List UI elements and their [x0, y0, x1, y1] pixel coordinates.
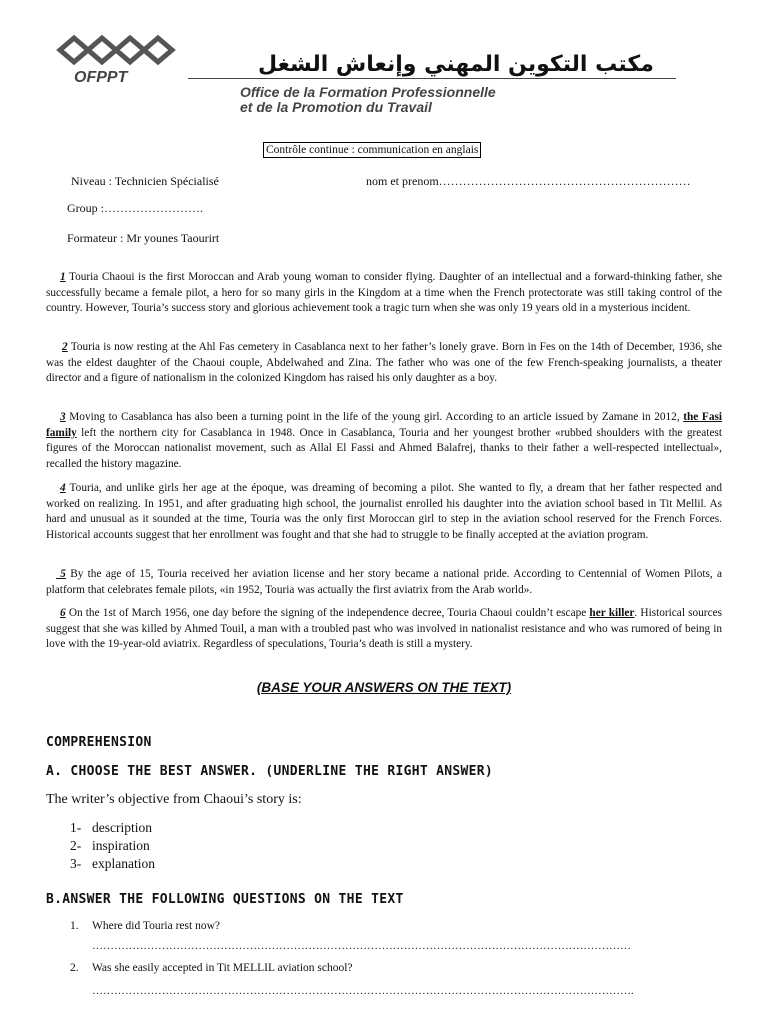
- option-number: 1-: [70, 820, 82, 835]
- teacher-field: Formateur : Mr younes Taourirt: [67, 231, 220, 245]
- paragraph-number: 4: [60, 482, 66, 494]
- question-text: Was she easily accepted in Tit MELLIL aviation school?: [92, 962, 353, 974]
- paragraph-text: Touria is now resting at the Ahl Fas cemetery in Casablanca next to her father’s lonely grave. Born in Fes on the 14th of December, 1936, she was the eldest daughter of the Chaoui couple, Abdelwahed and Zina. The father who was one of the few French-speaking journalists, a theater director and a figure of nationalism in the colonized Kingdom has raised his only daughter as a boy.: [46, 341, 722, 385]
- option-text: inspiration: [92, 838, 150, 853]
- org-name-line1: Office de la Formation Professionnelle: [240, 84, 496, 100]
- option-text: explanation: [92, 856, 155, 871]
- base-instruction: (BASE YOUR ANSWERS ON THE TEXT): [256, 680, 512, 695]
- question-number: 1.: [70, 920, 79, 932]
- paragraph-4: [46, 481, 722, 543]
- paragraph-number: 2: [62, 341, 68, 353]
- question-text: Where did Touria rest now?: [92, 920, 220, 932]
- group-field: Group :…………………….: [67, 201, 203, 215]
- option-2[interactable]: [70, 838, 150, 854]
- ofppt-logo: [52, 28, 182, 86]
- name-field: nom et prenom………………………………………………………: [366, 174, 691, 188]
- exam-title: Contrôle continue : communication en anglais: [263, 142, 481, 158]
- paragraph-2: [46, 340, 722, 387]
- paragraph-number: 5: [56, 568, 66, 580]
- section-a-heading: A. CHOOSE THE BEST ANSWER. (UNDERLINE THE RIGHT ANSWER): [46, 764, 493, 779]
- option-3[interactable]: [70, 856, 155, 872]
- paragraph-6: [46, 606, 722, 653]
- emphasized-phrase: the Fasi family: [46, 411, 722, 439]
- paragraph-text-cont: . Historical sources suggest that she was killed by Ahmed Touil, a man with a troubled past who was involved in nationalist resistance and who was rumored of being in love with the 19-year-old aviatrix. Regardless of speculations, Touria’s death is still a mystery.: [46, 607, 722, 651]
- option-text: description: [92, 820, 152, 835]
- paragraph-1: [46, 270, 722, 317]
- paragraph-text: By the age of 15, Touria received her aviation license and her story became a national pride. According to Centennial of Women Pilots, a platform that celebrates female pilots, «in 1952, Touria was actually the first aviatrix from the Arab world».: [46, 568, 722, 596]
- logo-text: OFPPT: [74, 69, 128, 86]
- paragraph-number: 1: [60, 271, 66, 283]
- question-number: 2.: [70, 962, 79, 974]
- question-b2: [70, 962, 353, 974]
- paragraph-3: [46, 410, 722, 472]
- paragraph-text: Moving to Casablanca has also been a turning point in the life of the young girl. According to an article issued by Zamane in 2012,: [65, 411, 684, 423]
- paragraph-number: 3: [60, 411, 66, 423]
- option-1[interactable]: [70, 820, 152, 836]
- paragraph-number: 6: [60, 607, 66, 619]
- emphasized-phrase: her killer: [589, 607, 635, 619]
- answer-line-2[interactable]: ………………………………………………………………………………………………………………………………….: [92, 985, 634, 997]
- paragraph-5: [46, 567, 722, 598]
- arabic-org-title: مكتب التكوين المهني وإنعاش الشغل: [258, 52, 654, 77]
- paragraph-text-cont: left the northern city for Casablanca in 1948. Once in Casablanca, Touria and her youngest brother «rubbed shoulders with the greatest figures of the Moroccan nationalist movement, such as Allal El Fassi and Ahmed Balafrej, thanks to their father a well-respected intellectual», recalled the history magazine.: [46, 426, 722, 470]
- paragraph-text: Touria Chaoui is the first Moroccan and Arab young woman to consider flying. Daughter of an intellectual and a forward-thinking father, she successfully became a female pilot, a hero for so many girls in the Kingdom at a time when the French protectorate was still taking control of the country. However, Touria’s success story and glorious achievement took a tragic turn when she was only 19 years old in a mysterious incident.: [46, 271, 722, 315]
- question-b1: [70, 920, 220, 932]
- question-a: The writer’s objective from Chaoui’s story is:: [46, 792, 302, 807]
- header-rule: [188, 78, 676, 79]
- org-name-line2: et de la Promotion du Travail: [240, 99, 432, 115]
- paragraph-text: On the 1st of March 1956, one day before the signing of the independence decree, Touria Chaoui couldn’t escape: [65, 607, 590, 619]
- level-field: Niveau : Technicien Spécialisé: [71, 174, 219, 188]
- section-b-heading: B.ANSWER THE FOLLOWING QUESTIONS ON THE TEXT: [46, 892, 404, 907]
- answer-line-1[interactable]: …………………………………………………………………………………………………………………………………: [92, 940, 631, 952]
- option-number: 3-: [70, 856, 82, 871]
- comprehension-heading: COMPREHENSION: [46, 735, 152, 750]
- paragraph-text: Touria, and unlike girls her age at the époque, was dreaming of becoming a pilot. She wanted to fly, a dream that her father respected and worked on realizing. In 1951, and after graduating high school, the journalist enrolled his daughter into the aviation school based in Tit Mellil. As hard and unusual as it sounded at the time, Touria was the only first Moroccan girl to step in the aviation school reserved for the French Forces. Historical accounts suggest that her enrollment was fought and that she had to struggle to be finally accepted at the aviation program.: [46, 482, 722, 541]
- option-number: 2-: [70, 838, 82, 853]
